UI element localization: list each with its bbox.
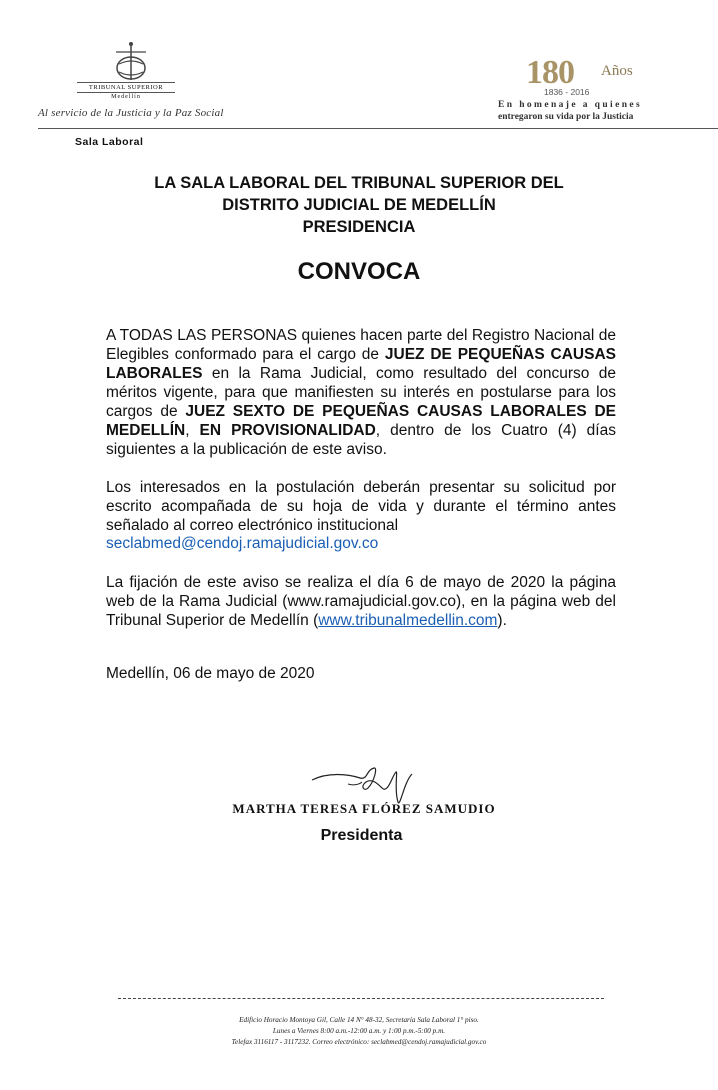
p3-text-b: ).	[497, 612, 507, 629]
anniversary-number: 180	[526, 54, 574, 91]
header-divider	[38, 128, 718, 129]
p1-juzgado: JUEZ SEXTO DE PEQUEÑAS CAUSAS LABORALES DE MEDELLÍN	[106, 403, 616, 439]
title-line1: LA SALA LABORAL DEL TRIBUNAL SUPERIOR DEL	[154, 174, 564, 192]
sala-label: Sala Laboral	[75, 136, 144, 148]
tribunal-city: Medellín	[111, 94, 141, 100]
anniversary-word: Años	[601, 63, 633, 79]
convoca-heading: CONVOCA	[297, 258, 421, 285]
p1-text-a: A TODAS LAS PERSONAS quienes hacen parte del Registro Nacional de Elegibles conformado para el cargo de	[106, 327, 616, 363]
homenaje-line2: entregaron su vida por la Justicia	[498, 112, 634, 122]
title-line3: PRESIDENCIA	[302, 218, 416, 236]
tribunal-website-link[interactable]: www.tribunalmedellin.com	[318, 612, 498, 629]
signer-role: Presidenta	[320, 827, 403, 844]
homenaje-line1: En homenaje a quienes	[498, 100, 643, 110]
footer-contact: Telefax 3116117 - 3117232. Correo electrónico: seclabmed@cendoj.ramajudicial.gov.co	[231, 1038, 487, 1046]
motto: Al servicio de la Justicia y la Paz Social	[38, 107, 224, 119]
tribunal-label: TRIBUNAL SUPERIOR	[77, 82, 175, 93]
p1-text-c: en la Rama Judicial, como resultado del concurso de méritos vigente, para que manifiesten su interés en postularse para los cargos de	[106, 365, 616, 420]
paragraph-postulacion: Los interesados en la postulación deberán presentar su solicitud por escrito acompañada de su hoja de vida y durante el término antes señalado al correo electrónico institucional	[106, 479, 616, 534]
document-date: Medellín, 06 de mayo de 2020	[106, 665, 315, 682]
paragraph-convocatoria	[106, 326, 616, 459]
p1-provisionalidad: EN PROVISIONALIDAD	[199, 422, 376, 439]
p1-text-g: , dentro de los Cuatro (4) días siguientes a la publicación de este aviso.	[106, 422, 616, 458]
anniversary-years: 1836 - 2016	[544, 87, 590, 97]
footer-address: Edificio Horacio Montoya Gil, Calle 14 N° 48-32, Secretaría Sala Laboral 1° piso.	[239, 1016, 479, 1024]
p1-cargo: JUEZ DE PEQUEÑAS CAUSAS LABORALES	[106, 346, 616, 382]
p1-text-e: ,	[185, 422, 200, 439]
email-link[interactable]: seclabmed@cendoj.ramajudicial.gov.co	[106, 535, 379, 552]
paragraph-fijacion	[106, 573, 616, 630]
footer-divider	[118, 998, 604, 999]
document-title	[0, 172, 718, 238]
p3-text-a: La fijación de este aviso se realiza el día 6 de mayo de 2020 la página web de la Rama Judicial (www.ramajudicial.gov.co), en la página web del Tribunal Superior de Medellín (	[106, 574, 616, 629]
title-line2: DISTRITO JUDICIAL DE MEDELLÍN	[222, 196, 496, 214]
footer-hours: Lunes a Viernes 8:00 a.m.-12:00 a.m. y 1:00 p.m.-5:00 p.m.	[272, 1027, 446, 1035]
signer-name: MARTHA TERESA FLÓREZ SAMUDIO	[232, 801, 496, 816]
